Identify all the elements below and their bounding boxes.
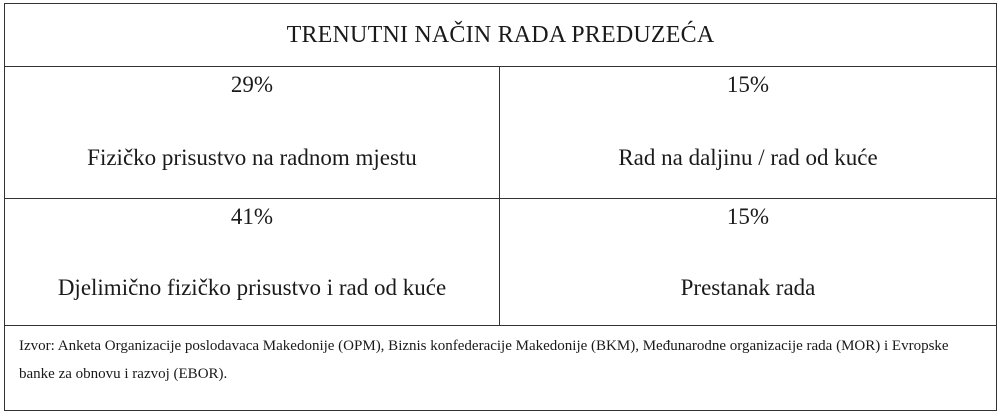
work-mode-table	[4, 3, 997, 411]
cell-remote-work	[500, 67, 996, 199]
cell-label: Prestanak rada	[680, 275, 816, 300]
source-note: Izvor: Anketa Organizacije poslodavaca Makedonije (OPM), Biznis konfederacije Makedonije (BKM), Međunarodne organizacije rada (MOR) i Evropske banke za obnovu i razvoj (EBOR).	[19, 338, 949, 382]
table-title: TRENUTNI NAČIN RADA PREDUZEĆA	[286, 21, 715, 48]
cell-physical-presence	[5, 67, 500, 199]
cell-label: Djelimično fizičko prisustvo i rad od kuće	[57, 275, 447, 300]
cell-hybrid-work	[5, 199, 500, 326]
cell-work-stopped	[500, 199, 996, 326]
cell-percent: 15%	[726, 72, 770, 97]
cell-percent: 15%	[726, 204, 770, 229]
cell-label: Rad na daljinu / rad od kuće	[618, 145, 878, 170]
cell-percent: 29%	[230, 72, 274, 97]
table-title-row	[5, 4, 996, 67]
cell-percent: 41%	[230, 204, 274, 229]
cell-label: Fizičko prisustvo na radnom mjestu	[87, 145, 417, 170]
